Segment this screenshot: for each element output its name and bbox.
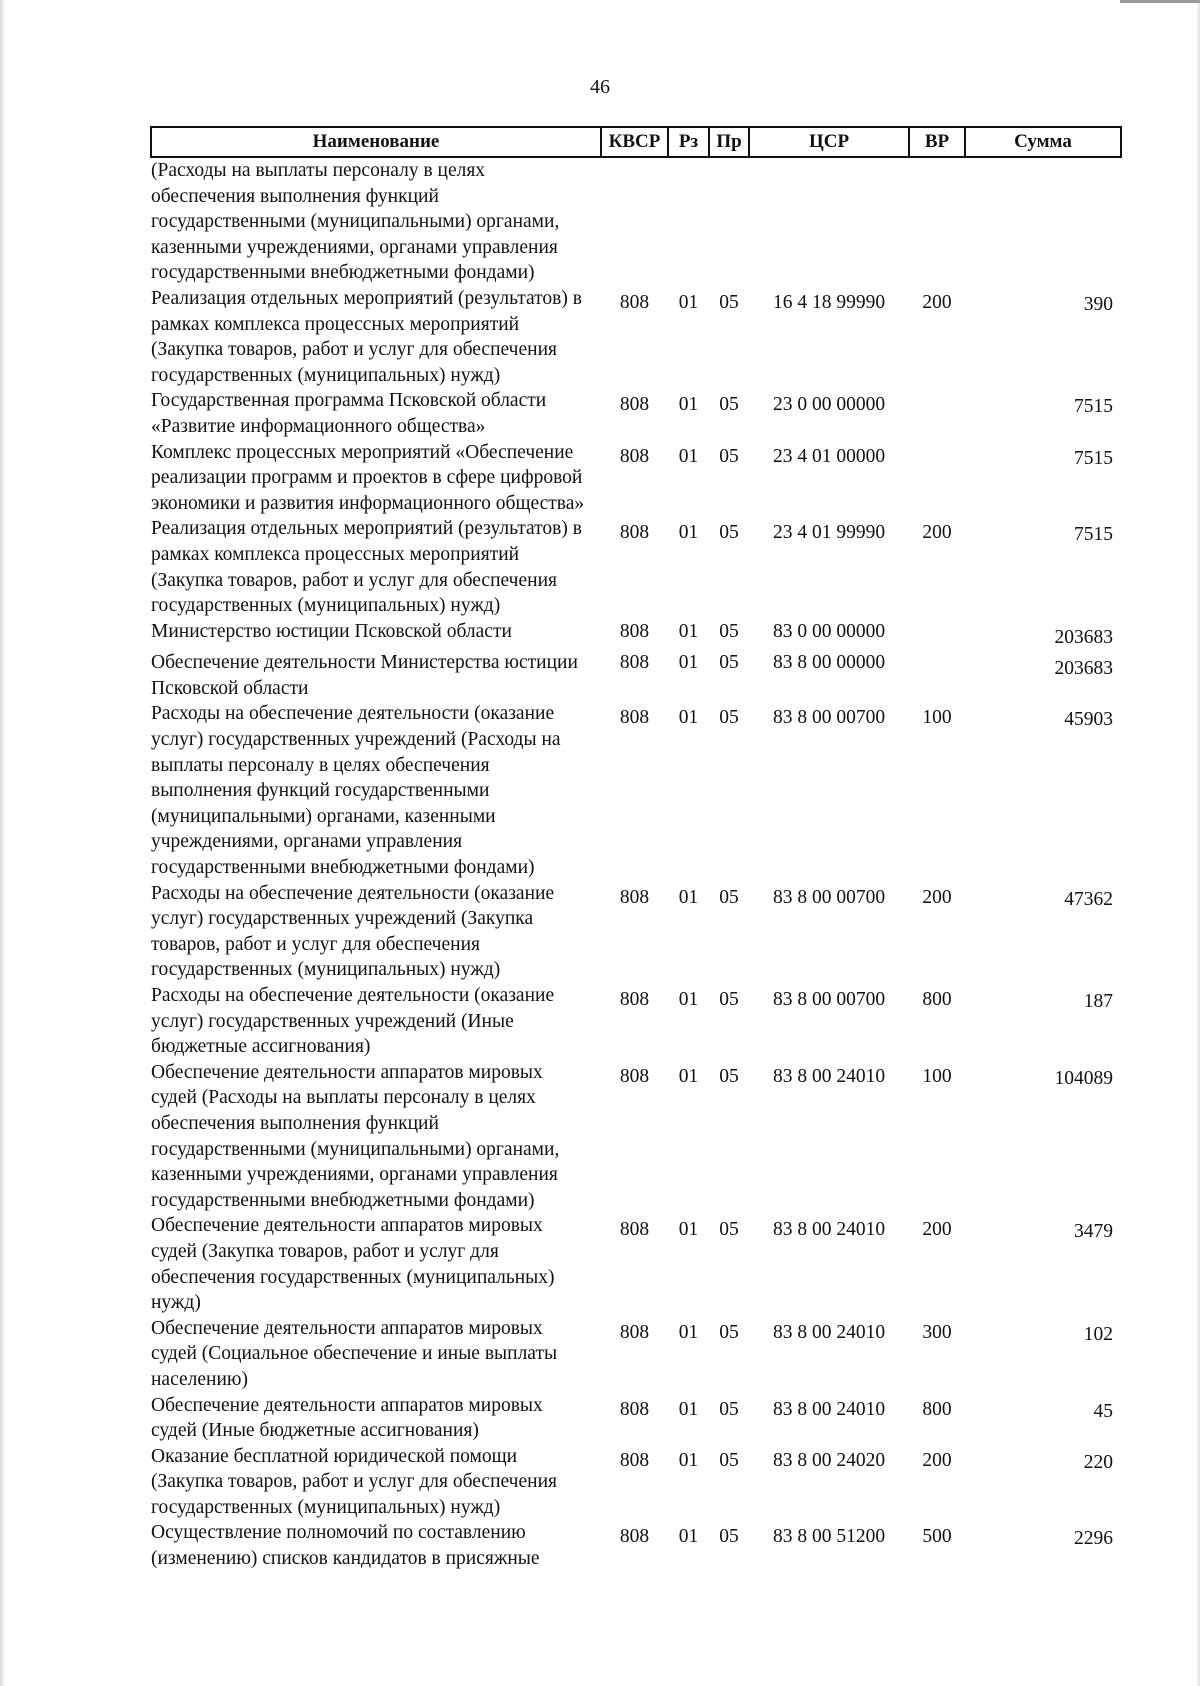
cell-vr: 200	[922, 1449, 952, 1471]
cell-pr: 05	[719, 652, 739, 674]
cell-pr: 05	[719, 620, 739, 642]
cell-sum: 45903	[1064, 709, 1113, 731]
table-row	[151, 881, 1121, 983]
cell-csr: 83 8 00 00700	[772, 707, 886, 729]
cell-pr: 05	[719, 1219, 739, 1241]
cell-sum: 3479	[1074, 1221, 1113, 1243]
cell-pr: 05	[719, 707, 739, 729]
scan-edge-mark	[1120, 0, 1200, 3]
cell-csr: 23 4 01 99990	[772, 522, 886, 544]
table-row	[151, 516, 1121, 618]
cell-name: Министерство юстиции Псковской области	[151, 620, 512, 642]
cell-kvsr: 808	[619, 1219, 650, 1241]
cell-sum: 203683	[1054, 626, 1113, 648]
cell-sum: 220	[1083, 1451, 1113, 1473]
cell-kvsr: 808	[619, 445, 650, 467]
cell-rz: 01	[678, 707, 699, 729]
cell-pr: 05	[719, 1321, 739, 1343]
cell-name: Реализация отдельных мероприятий (результатов) в рамках комплекса процессных мероприятий (Закупка товаров, работ и услуг для обеспечения государственных (муниципальных) нужд)	[151, 518, 582, 617]
table-row	[151, 1444, 1121, 1521]
cell-pr: 05	[719, 989, 739, 1010]
cell-vr: 200	[922, 1219, 952, 1241]
table-row	[151, 1213, 1121, 1315]
cell-name: Обеспечение деятельности аппаратов мировых судей (Закупка товаров, работ и услуг для обеспечения государственных (муниципальных) нужд)	[151, 1215, 555, 1314]
cell-kvsr: 808	[619, 1526, 650, 1548]
header-name: Наименование	[151, 127, 601, 157]
budget-table	[150, 126, 1122, 1572]
cell-csr: 83 8 00 51200	[772, 1526, 886, 1548]
table-row	[151, 286, 1121, 388]
cell-sum: 187	[1083, 991, 1113, 1012]
cell-name: Обеспечение деятельности аппаратов мировых судей (Расходы на выплаты персоналу в целях обеспечения выполнения функций государственными (муниципальными) органами, казенными учреждениями, органами управления государственными внебюджетными фондами)	[151, 1061, 560, 1211]
header-pr: Пр	[709, 127, 749, 157]
cell-vr: 100	[922, 707, 952, 729]
cell-pr: 05	[719, 445, 739, 467]
cell-name: Обеспечение деятельности аппаратов мировых судей (Иные бюджетные ассигнования)	[151, 1394, 543, 1442]
cell-name: Расходы на обеспечение деятельности (оказание услуг) государственных учреждений (Иные бюджетные ассигнования)	[151, 985, 555, 1058]
cell-vr: 200	[922, 886, 952, 908]
cell-rz	[668, 157, 709, 286]
cell-rz: 01	[678, 886, 699, 908]
cell-rz: 01	[678, 620, 699, 642]
cell-vr: 500	[922, 1526, 952, 1548]
cell-sum: 7515	[1074, 447, 1113, 469]
cell-kvsr	[601, 157, 668, 286]
cell-rz: 01	[678, 1065, 699, 1087]
cell-rz: 01	[678, 1219, 699, 1241]
table-header-row	[151, 127, 1121, 157]
cell-name: (Расходы на выплаты персоналу в целях обеспечения выполнения функций государственными (муниципальными) органами, казенными учреждениями, органами управления государственными внебюджетными фондами)	[151, 160, 560, 284]
cell-kvsr: 808	[619, 1065, 650, 1087]
cell-pr: 05	[719, 394, 739, 416]
cell-kvsr: 808	[619, 707, 650, 729]
scan-edge-right	[1196, 0, 1200, 1686]
table-row	[151, 440, 1121, 517]
cell-sum: 104089	[1054, 1067, 1113, 1089]
cell-rz: 01	[678, 1449, 699, 1471]
cell-sum: 390	[1083, 293, 1113, 315]
cell-pr: 05	[719, 1398, 739, 1420]
cell-vr	[909, 619, 965, 651]
cell-csr: 83 0 00 00000	[772, 620, 886, 642]
cell-vr: 200	[922, 291, 952, 313]
cell-name: Осуществление полномочий по составлению (изменению) списков кандидатов в присяжные	[151, 1522, 540, 1570]
cell-csr: 83 8 00 24020	[772, 1449, 886, 1471]
header-vr: ВР	[909, 127, 965, 157]
cell-vr	[909, 157, 965, 286]
cell-vr: 200	[922, 522, 952, 544]
header-kvsr: КВСР	[601, 127, 668, 157]
cell-rz: 01	[678, 989, 699, 1010]
cell-vr	[909, 440, 965, 517]
cell-kvsr: 808	[619, 1321, 650, 1343]
page-number: 46	[590, 76, 610, 98]
cell-kvsr: 808	[619, 620, 650, 642]
cell-csr: 83 8 00 00700	[772, 989, 886, 1010]
header-csr: ЦСР	[749, 127, 909, 157]
cell-kvsr: 808	[619, 394, 650, 416]
cell-name: Расходы на обеспечение деятельности (оказание услуг) государственных учреждений (Расходы на выплаты персоналу в целях обеспечения выполнения функций государственными (муниципальными) органами, казенными учреждениями, органами управления государственными внебюджетными фондами)	[151, 703, 561, 879]
cell-pr: 05	[719, 1449, 739, 1471]
cell-csr	[749, 157, 909, 286]
cell-csr: 16 4 18 99990	[772, 291, 886, 313]
cell-rz: 01	[678, 1526, 699, 1548]
cell-rz: 01	[678, 1398, 699, 1420]
cell-vr	[909, 650, 965, 701]
cell-kvsr: 808	[619, 522, 650, 544]
cell-sum: 2296	[1074, 1528, 1113, 1550]
cell-csr: 83 8 00 00000	[772, 652, 886, 674]
cell-name: Реализация отдельных мероприятий (результатов) в рамках комплекса процессных мероприятий (Закупка товаров, работ и услуг для обеспечения государственных (муниципальных) нужд)	[151, 287, 582, 386]
cell-rz: 01	[678, 652, 699, 674]
cell-sum: 203683	[1054, 658, 1113, 680]
cell-pr: 05	[719, 1065, 739, 1087]
cell-vr	[909, 388, 965, 439]
cell-sum: 7515	[1074, 396, 1113, 418]
cell-csr: 83 8 00 00700	[772, 886, 886, 908]
cell-vr: 800	[922, 989, 952, 1010]
cell-kvsr: 808	[619, 291, 650, 313]
table-row	[151, 388, 1121, 439]
cell-pr: 05	[719, 886, 739, 908]
cell-name: Государственная программа Псковской области «Развитие информационного общества»	[151, 390, 547, 437]
cell-csr: 83 8 00 24010	[772, 1321, 886, 1343]
cell-vr: 800	[922, 1398, 952, 1420]
table-row	[151, 1393, 1121, 1444]
cell-csr: 83 8 00 24010	[772, 1398, 886, 1420]
table-row	[151, 650, 1121, 701]
cell-sum: 47362	[1064, 888, 1113, 910]
cell-rz: 01	[678, 291, 699, 313]
cell-sum: 7515	[1074, 524, 1113, 546]
cell-rz: 01	[678, 445, 699, 467]
cell-kvsr: 808	[619, 886, 650, 908]
header-rz: Рз	[668, 127, 709, 157]
cell-rz: 01	[678, 394, 699, 416]
cell-kvsr: 808	[619, 989, 650, 1010]
cell-pr: 05	[719, 1526, 739, 1548]
cell-sum: 45	[1093, 1400, 1113, 1422]
cell-rz: 01	[678, 522, 699, 544]
cell-kvsr: 808	[619, 1398, 650, 1420]
table-row	[151, 1520, 1121, 1571]
cell-csr: 23 4 01 00000	[772, 445, 886, 467]
cell-name: Обеспечение деятельности аппаратов мировых судей (Социальное обеспечение и иные выплаты населению)	[151, 1317, 558, 1390]
header-sum: Сумма	[965, 127, 1121, 157]
cell-name: Расходы на обеспечение деятельности (оказание услуг) государственных учреждений (Закупка товаров, работ и услуг для обеспечения государственных (муниципальных) нужд)	[151, 882, 555, 981]
table-row	[151, 157, 1121, 286]
cell-sum	[965, 157, 1121, 286]
cell-csr: 83 8 00 24010	[772, 1219, 886, 1241]
cell-csr: 83 8 00 24010	[772, 1065, 886, 1087]
cell-pr	[709, 157, 749, 286]
table-row	[151, 1060, 1121, 1214]
cell-vr: 100	[922, 1065, 952, 1087]
table-row	[151, 983, 1121, 1060]
cell-kvsr: 808	[619, 1449, 650, 1471]
cell-sum: 102	[1083, 1323, 1113, 1345]
table-row	[151, 619, 1121, 651]
cell-name: Обеспечение деятельности Министерства юстиции Псковской области	[151, 652, 578, 699]
cell-pr: 05	[719, 291, 739, 313]
cell-csr: 23 0 00 00000	[772, 394, 886, 416]
scan-edge-left	[0, 0, 6, 1686]
cell-vr: 300	[922, 1321, 952, 1343]
cell-pr: 05	[719, 522, 739, 544]
cell-rz: 01	[678, 1321, 699, 1343]
cell-kvsr: 808	[619, 652, 650, 674]
cell-name: Оказание бесплатной юридической помощи (Закупка товаров, работ и услуг для обеспечения государственных (муниципальных) нужд)	[151, 1445, 557, 1518]
cell-name: Комплекс процессных мероприятий «Обеспечение реализации программ и проектов в сфере цифровой экономики и развития информационного общества»	[151, 441, 585, 514]
table-row	[151, 701, 1121, 880]
table-row	[151, 1316, 1121, 1393]
